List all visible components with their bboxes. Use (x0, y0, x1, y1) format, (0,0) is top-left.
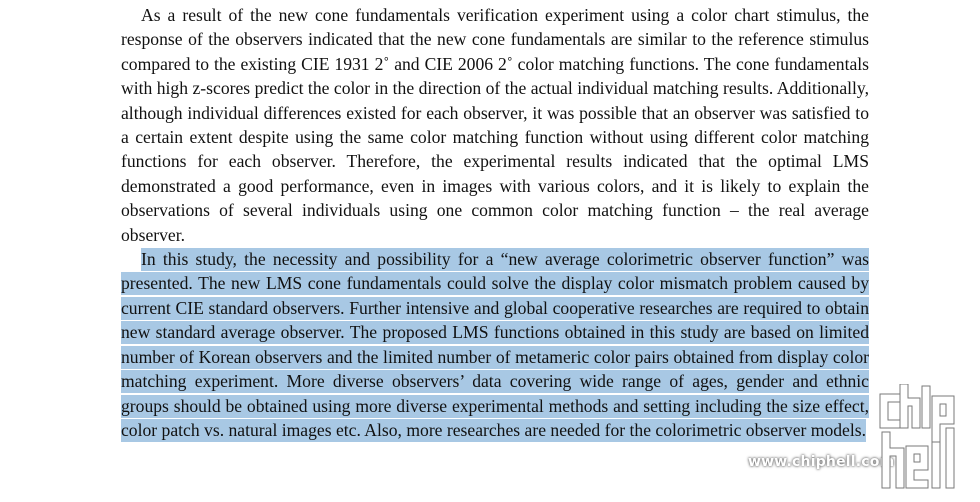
chiphell-logo (878, 384, 968, 492)
watermark-url: www.chiphell.com (748, 454, 895, 470)
paragraph-results[interactable] (121, 3, 869, 247)
paper-body (121, 3, 869, 442)
paragraph-results-text[interactable]: As a result of the new cone fundamentals verification experiment using a color chart stimulus, the response of the observers indicated that the new cone fundamentals are similar to the reference stimulus compared to the existing CIE 1931 2˚ and CIE 2006 2˚ color matching functions. The cone fundamentals with high z-scores predict the color in the direction of the actual individual matching results. Additionally, although individual differences existed for each observer, it was possible that an observer was satisfied to a certain extent despite using the same color matching function without using different color matching functions for each observer. Therefore, the experimental results indicated that the optimal LMS demonstrated a good performance, even in images with various colors, and it is likely to explain the observations of several individuals using one common color matching function – the real average observer. (121, 5, 869, 245)
watermark (748, 382, 968, 492)
selected-text-highlight[interactable]: In this study, the necessity and possibility for a “new average colorimetric observer function” was presented. The new LMS cone fundamentals could solve the display color mismatch problem caused by current CIE standard observers. Further intensive and global cooperative researches are required to obtain new standard average observer. The proposed LMS functions obtained in this study are based on limited number of Korean observers and the limited number of metameric color pairs obtained from display color matching experiment. More diverse observers’ data covering wide range of ages, gender and ethnic groups should be obtained using more diverse experimental methods and setting including the size effect, color patch vs. natural images etc. Also, more researches are needed for the colorimetric observer models. (121, 249, 869, 440)
